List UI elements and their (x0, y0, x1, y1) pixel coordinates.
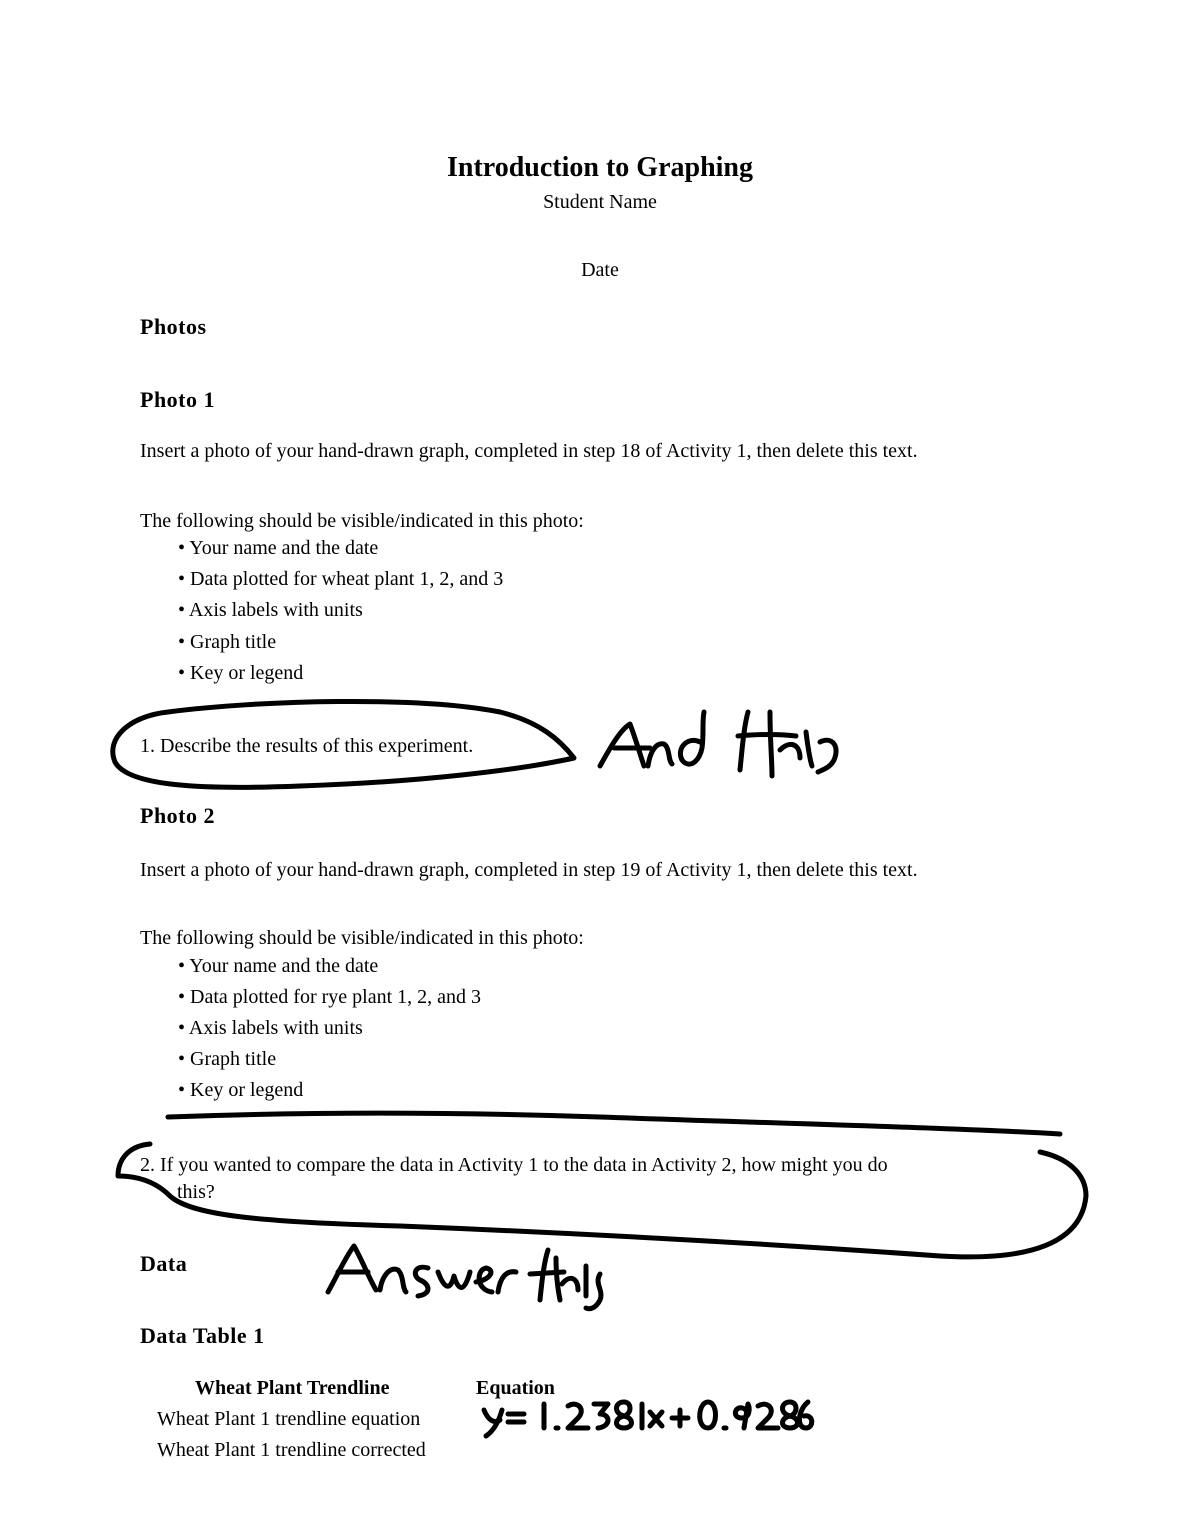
table-row-label: Wheat Plant 1 trendline equation (157, 1408, 421, 1430)
photo2-heading: Photo 2 (140, 803, 215, 828)
photo1-bullet: • Data plotted for wheat plant 1, 2, and 3 (178, 568, 504, 590)
question-2-line1: 2. If you wanted to compare the data in Activity 1 to the data in Activity 2, how might you do (140, 1154, 888, 1176)
photo1-checklist-intro: The following should be visible/indicated in this photo: (140, 510, 584, 532)
photo2-instruction: Insert a photo of your hand-drawn graph, completed in step 19 of Activity 1, then delete this text. (140, 859, 918, 881)
date-line: Date (581, 259, 619, 281)
photo2-bullet: • Your name and the date (178, 955, 379, 977)
photo2-bullet: • Data plotted for rye plant 1, 2, and 3 (178, 986, 482, 1008)
table-row-label: Wheat Plant 1 trendline corrected (157, 1439, 426, 1461)
photo2-bullet: • Graph title (178, 1048, 277, 1070)
data-heading: Data (140, 1251, 188, 1276)
ink-note-and-this (600, 712, 836, 776)
question-1: 1. Describe the results of this experiment. (140, 735, 474, 757)
photo2-bullet: • Axis labels with units (178, 1017, 363, 1039)
photo1-bullet: • Your name and the date (178, 537, 379, 559)
photos-heading: Photos (140, 314, 207, 339)
question-2-line2: this? (177, 1181, 215, 1203)
photo2-bullet: • Key or legend (178, 1079, 304, 1101)
photo1-bullet: • Graph title (178, 631, 277, 653)
photo1-instruction: Insert a photo of your hand-drawn graph, completed in step 18 of Activity 1, then delete this text. (140, 440, 918, 462)
ink-circle-question-1 (113, 701, 574, 787)
ink-circle-question-2 (118, 1144, 1086, 1257)
photo2-checklist-intro: The following should be visible/indicated in this photo: (140, 927, 584, 949)
photo1-bullet: • Key or legend (178, 662, 304, 684)
data-table1-heading: Data Table 1 (140, 1323, 265, 1348)
ink-underline (168, 1113, 1060, 1134)
ink-note-answer-this (328, 1246, 601, 1309)
photo1-bullet: • Axis labels with units (178, 599, 363, 621)
photo1-heading: Photo 1 (140, 387, 215, 412)
table-header-trendline: Wheat Plant Trendline (195, 1377, 390, 1399)
student-name: Student Name (543, 191, 657, 213)
table-header-equation: Equation (476, 1377, 555, 1399)
document-title: Introduction to Graphing (447, 152, 753, 183)
ink-equation (484, 1402, 812, 1436)
